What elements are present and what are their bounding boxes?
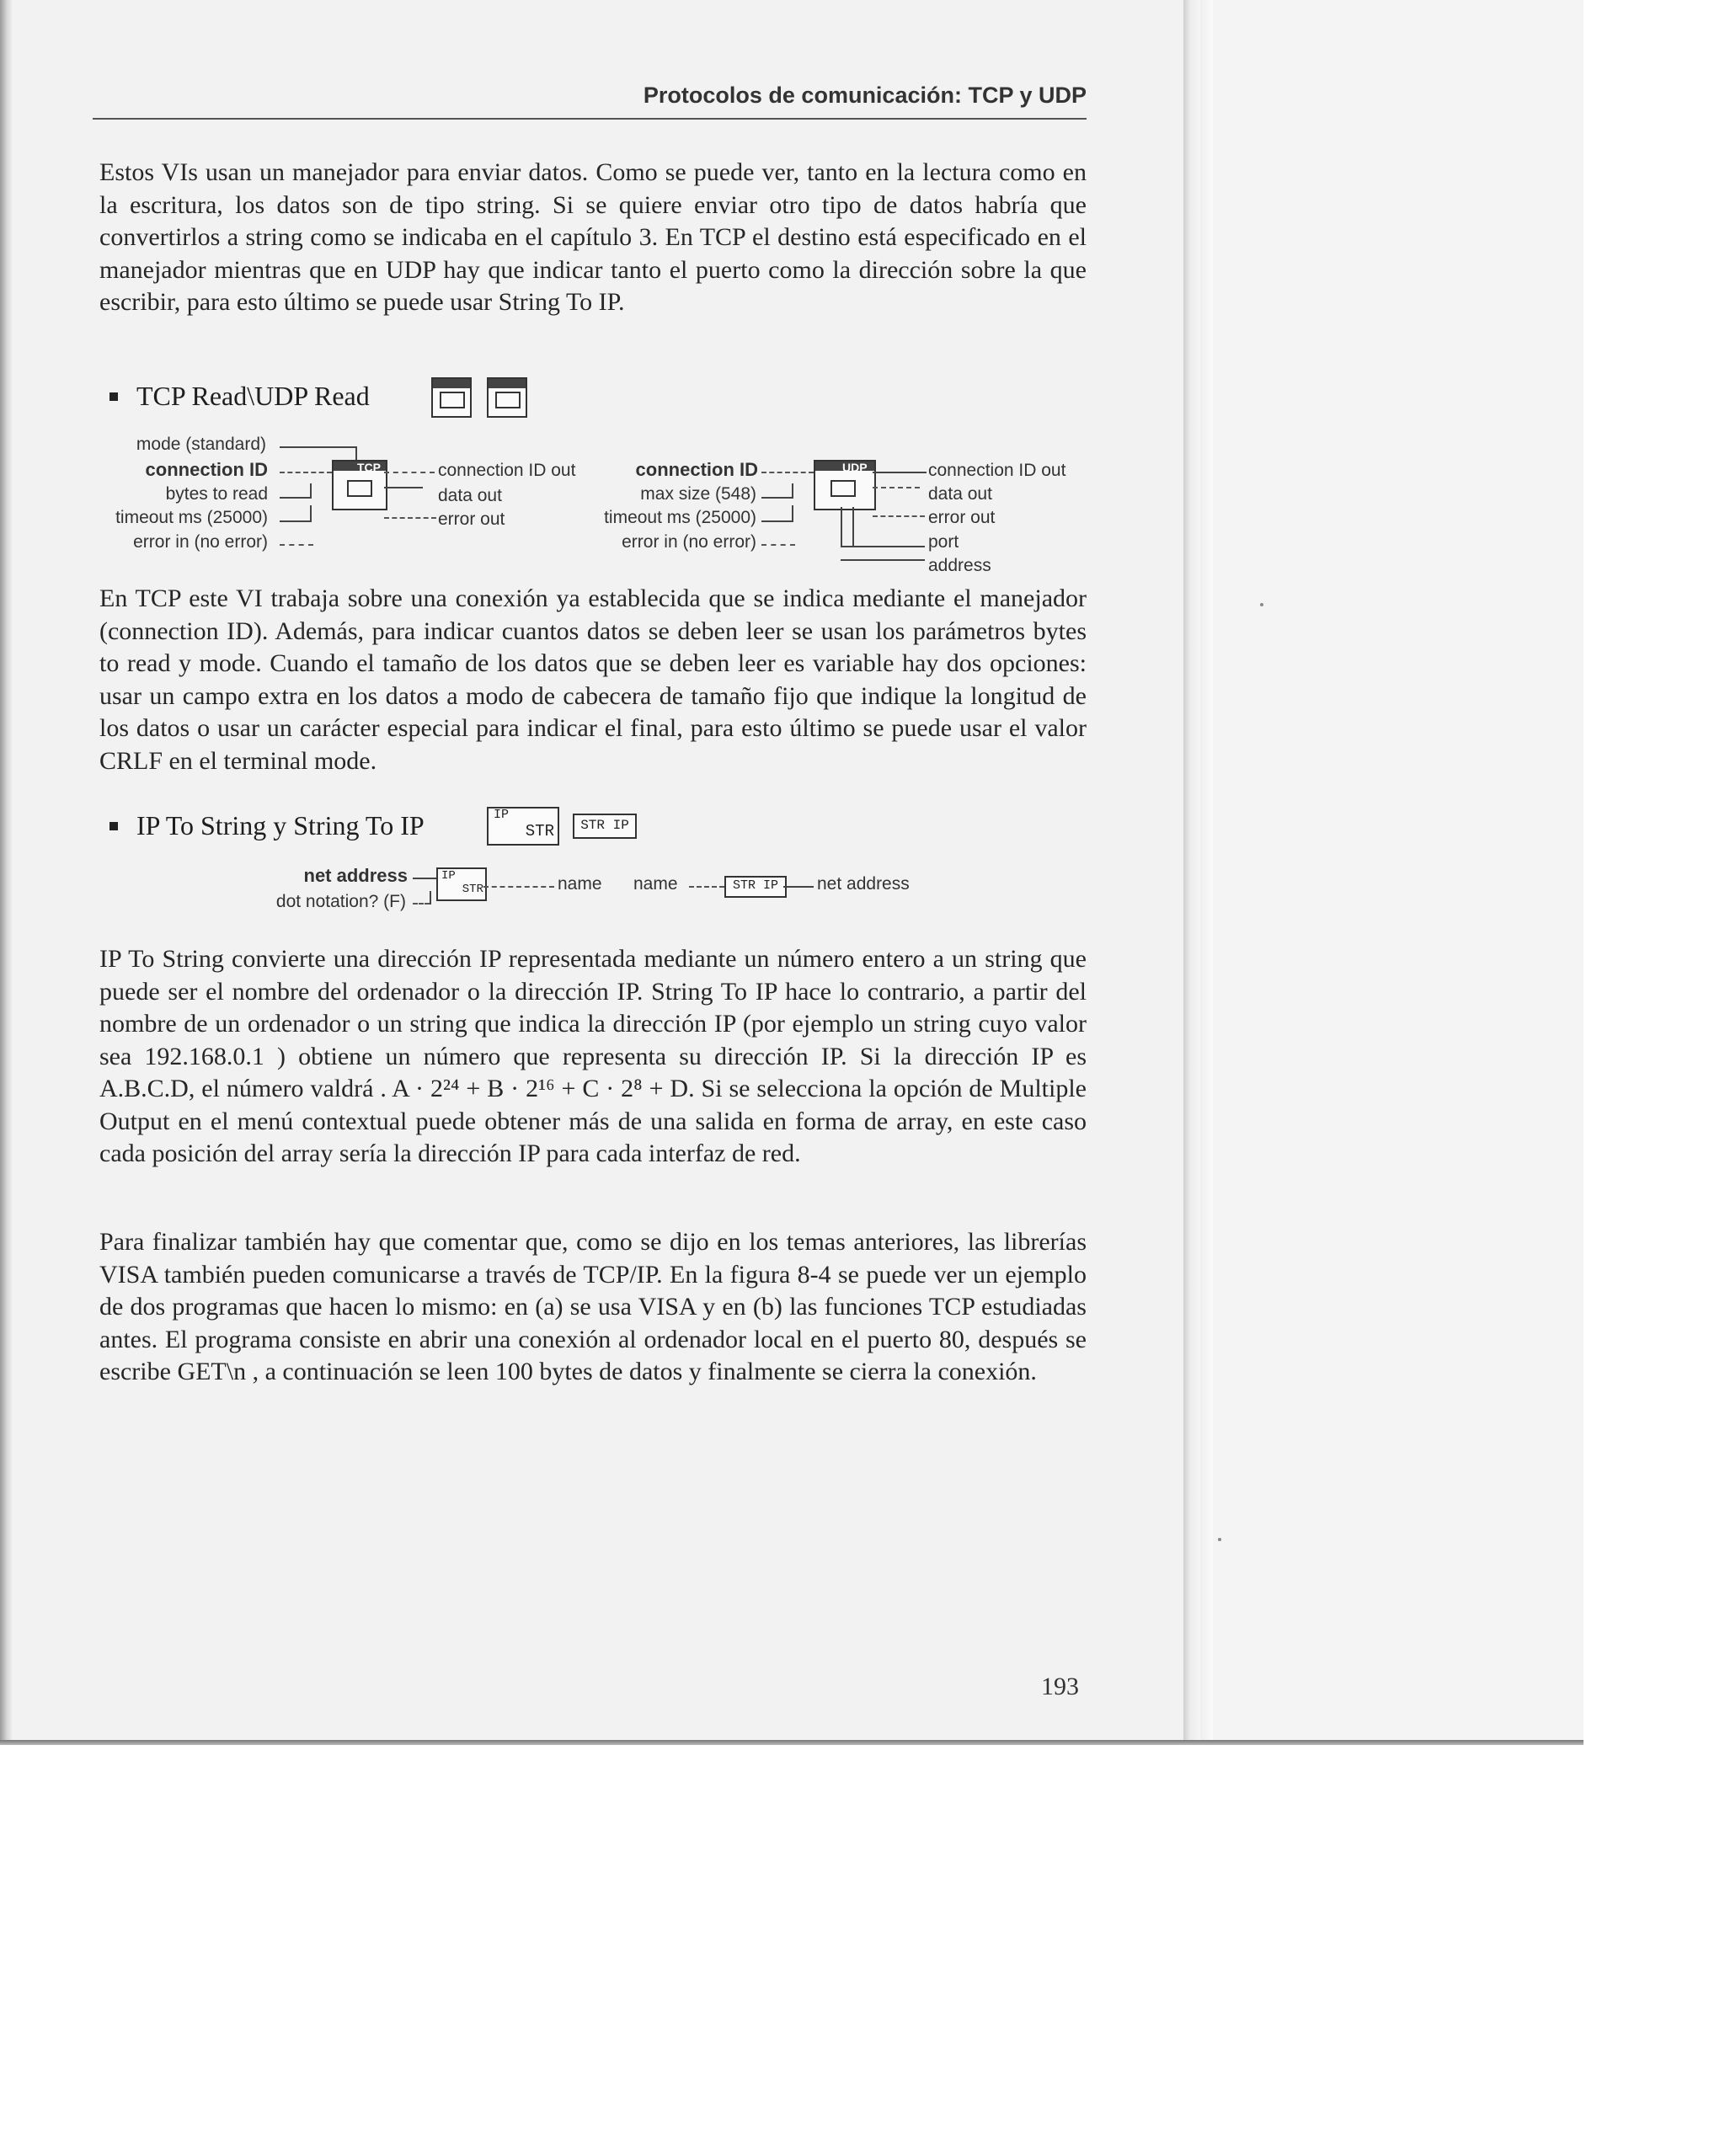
icon-text: IP xyxy=(494,808,510,822)
terminal-label: data out xyxy=(438,486,502,505)
terminal-label: timeout ms (25000) xyxy=(115,508,268,527)
page-bottom-edge xyxy=(0,1740,1583,1745)
bullet-icon xyxy=(109,822,118,830)
paragraph-3: IP To String convierte una dirección IP representada mediante un número entero a un string que puede ser el nombre del ordenador o la dirección IP. String To IP hace lo contrario, a partir del nombre de un ordenador o un string que indica la dirección IP (por ejemplo un string cuyo valor sea 192.168.0.1 ) obtiene un número que representa su dirección IP. Si la dirección IP es A.B.C.D, el número valdrá . A · 2²⁴ + B · 2¹⁶ + C · 2⁸ + D. Si se selecciona la opción de Multiple Output en el menú contextual puede obtener más de una salida en forma de array, en este caso cada posición del array sería la dirección IP para cada interfaz de red. xyxy=(99,945,1087,1167)
page-edge xyxy=(1183,0,1200,1743)
paragraph-1: Estos VIs usan un manejador para enviar datos. Como se puede ver, tanto en la lectura como en la escritura, los datos son de tipo string. Si se quiere enviar otro tipo de datos habría que convertirlos a string como se indicaba en el capítulo 3. En TCP el destino está especificado en el manejador mientras que en UDP hay que indicar tanto el puerto como la dirección sobre la que escribir, para esto último se puede usar String To IP. xyxy=(99,158,1087,316)
terminal-label: connection ID out xyxy=(438,461,576,480)
terminal-label: connection ID out xyxy=(928,461,1066,480)
wire xyxy=(841,507,842,547)
udp-read-icon xyxy=(487,377,527,418)
terminal-label: dot notation? (F) xyxy=(275,892,406,911)
terminal-label: address xyxy=(928,556,991,575)
wire xyxy=(384,517,436,519)
wire xyxy=(761,520,792,522)
speck xyxy=(1218,1538,1221,1541)
wire xyxy=(280,472,332,473)
icon-text: STR xyxy=(525,822,554,841)
tcp-read-icon xyxy=(431,377,472,418)
wire xyxy=(761,544,795,546)
tcp-icon-text: TCP xyxy=(357,461,381,474)
section-title: IP To String y String To IP xyxy=(136,810,425,841)
ip-to-string-node-icon xyxy=(436,867,487,901)
terminal-label: error out xyxy=(928,508,996,527)
terminal-label: timeout ms (25000) xyxy=(604,508,756,527)
wire xyxy=(852,507,854,547)
wire xyxy=(310,483,312,499)
running-head: Protocolos de comunicación: TCP y UDP xyxy=(643,83,1087,108)
wire xyxy=(413,903,430,905)
wire xyxy=(280,446,355,448)
page-number: 193 xyxy=(1041,1673,1079,1700)
wire xyxy=(792,505,793,522)
terminal-label: connection ID xyxy=(145,459,268,480)
terminal-label: max size (548) xyxy=(640,484,756,504)
terminal-label: error out xyxy=(438,510,505,529)
wire xyxy=(413,878,436,879)
terminal-label: bytes to read xyxy=(165,484,268,504)
terminal-label: net address xyxy=(817,874,910,894)
wire xyxy=(384,487,423,488)
udp-icon-text: UDP xyxy=(842,461,868,474)
terminal-label: error in (no error) xyxy=(133,532,268,552)
scan-shadow xyxy=(0,0,12,1743)
speck xyxy=(1260,603,1263,606)
terminal-label: name xyxy=(633,874,678,894)
wire xyxy=(310,505,312,522)
back-page xyxy=(1196,0,1583,1743)
string-to-ip-icon: STR IP xyxy=(573,814,637,839)
wire xyxy=(761,472,814,473)
wire xyxy=(792,483,793,499)
header-rule xyxy=(93,118,1087,120)
terminal-label: data out xyxy=(928,484,992,504)
wire xyxy=(483,886,554,888)
wire xyxy=(841,559,925,561)
wire xyxy=(873,515,925,517)
paragraph-2: En TCP este VI trabaja sobre una conexión ya establecida que se indica mediante el manejador (connection ID). Además, para indicar cuantos datos se deben leer se usan los parámetros bytes to read y mode. Cuando el tamaño de los datos que se deben leer es variable hay dos opciones: usar un campo extra en los datos a modo de cabecera de tamaño fijo que indique la longitud de los datos o usar un carácter especial para indicar el final, para esto último se puede usar el valor CRLF en el terminal mode. xyxy=(99,584,1087,775)
bullet-icon xyxy=(109,392,118,401)
terminal-label: mode (standard) xyxy=(136,435,266,454)
section-ip-to-string xyxy=(109,810,425,841)
wire xyxy=(280,520,310,522)
string-to-ip-node-icon: STR IP xyxy=(724,876,787,898)
wire xyxy=(280,497,310,499)
terminal-label: port xyxy=(928,532,959,552)
paragraph-4: Para finalizar también hay que comentar que, como se dijo en los temas anteriores, las librerías VISA también pueden comunicarse a través de TCP/IP. En la figura 8-4 se puede ver un ejemplo de dos programas que hacen lo mismo: en (a) se usa VISA y en (b) las funciones TCP estudiadas antes. El programa consiste en abrir una conexión al ordenador local en el puerto 80, después se escribe GET\n , a continuación se leen 100 bytes de datos y finalmente se cierra la conexión. xyxy=(99,1228,1087,1385)
terminal-label: error in (no error) xyxy=(622,532,756,552)
terminal-label: net address xyxy=(303,865,408,886)
terminal-label: connection ID xyxy=(635,459,758,480)
icon-text: IP xyxy=(441,869,456,883)
wire xyxy=(689,886,724,888)
wire xyxy=(280,544,313,546)
wire xyxy=(761,497,792,499)
wire xyxy=(430,891,431,905)
terminal-label: name xyxy=(558,874,602,894)
section-tcp-read xyxy=(109,381,370,412)
wire xyxy=(783,886,814,888)
wire xyxy=(384,472,435,473)
section-title: TCP Read\UDP Read xyxy=(136,381,370,411)
icon-text: STR xyxy=(462,883,483,896)
wire xyxy=(873,487,920,488)
wire xyxy=(873,472,927,473)
ip-to-string-icon xyxy=(487,807,559,846)
